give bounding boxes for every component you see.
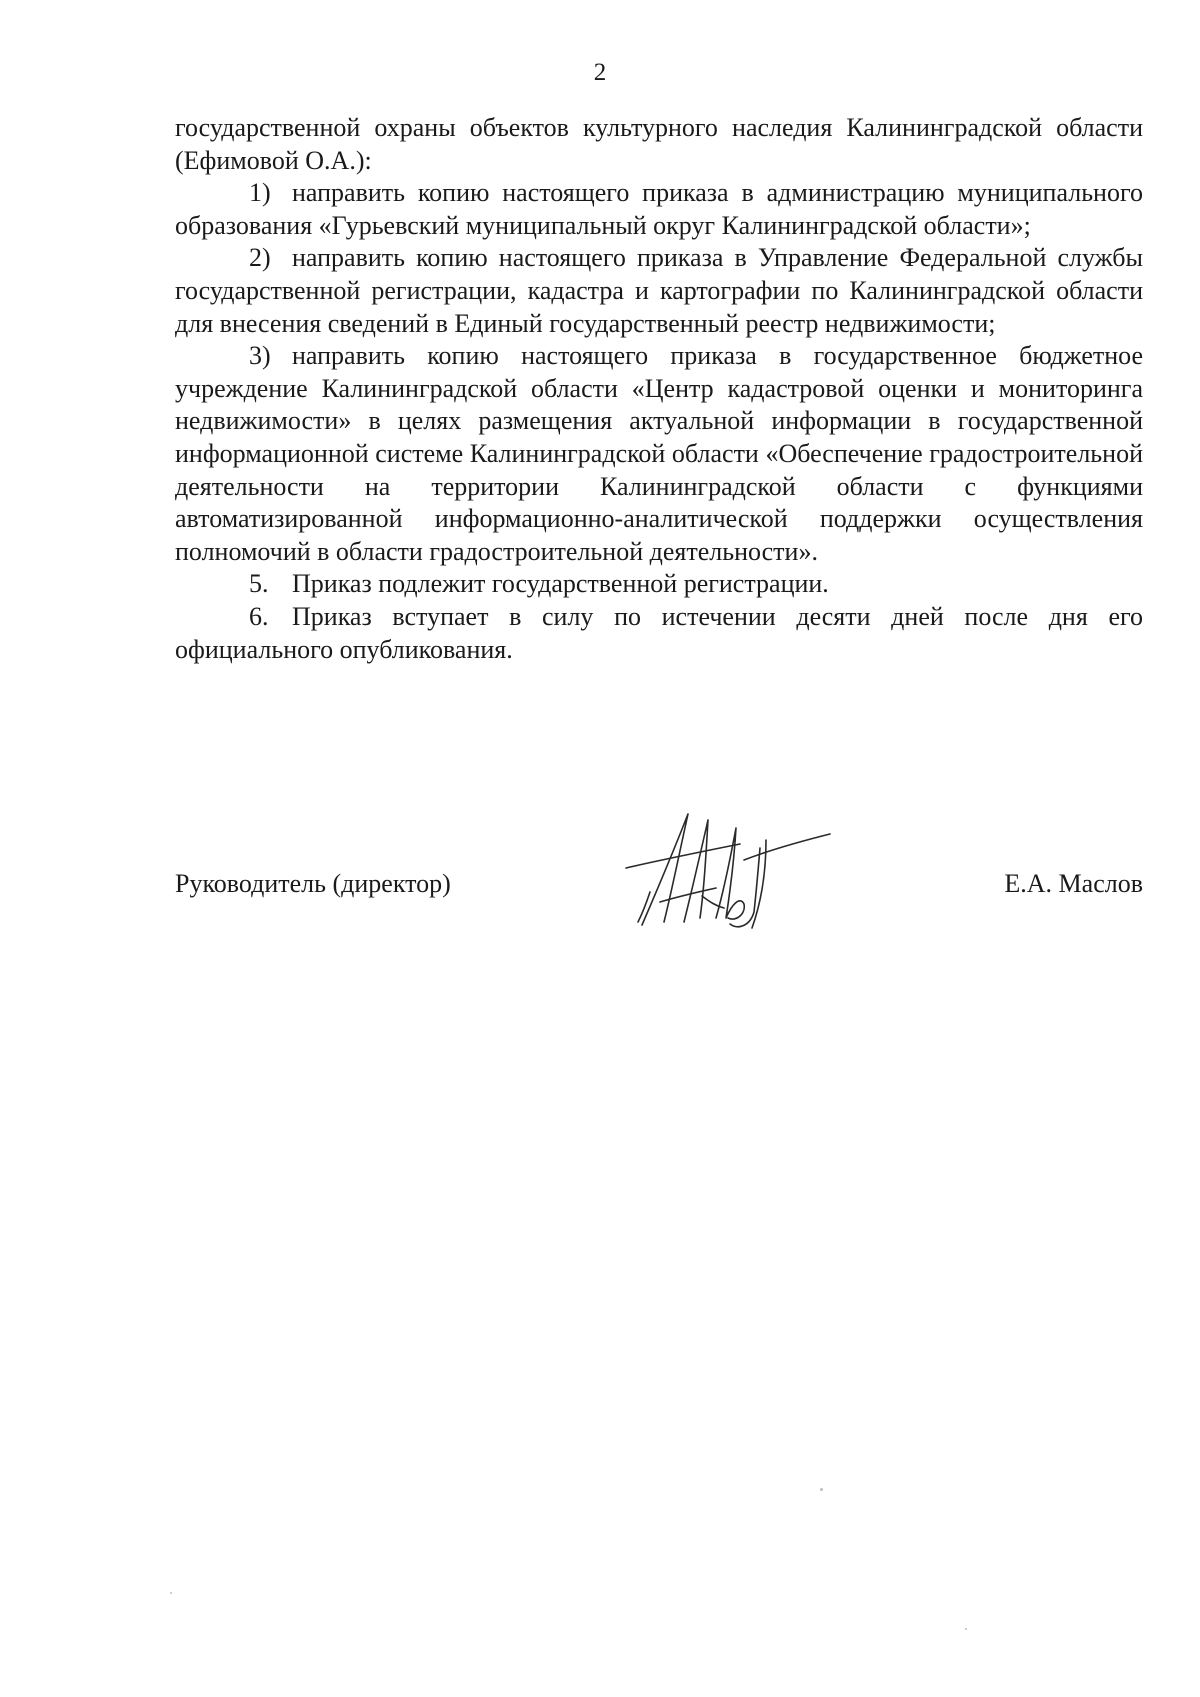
document-body xyxy=(175,112,1143,666)
scan-speck xyxy=(965,1628,967,1630)
signer-title: Руководитель (директор) xyxy=(175,869,451,898)
page-number: 2 xyxy=(593,59,607,86)
clause-number: 5. xyxy=(249,569,269,599)
list-item-1 xyxy=(175,177,1143,242)
handwritten-signature xyxy=(620,800,850,935)
list-item-3 xyxy=(175,340,1143,568)
signer-name: Е.А. Маслов xyxy=(1004,869,1143,898)
list-number: 2) xyxy=(249,243,271,273)
list-item-2 xyxy=(175,242,1143,340)
list-item-text: направить копию настоящего приказа в государственное бюджетное учреждение Калининградской области «Центр кадастровой оценки и мониторинга недвижимости» в целях размещения актуальной информации в государственной информационной системе Калининградской области «Обеспечение градостроительной деятельности на территории Калининградской области с функциями автоматизированной информационно-аналитической поддержки осуществления полномочий в области градостроительной деятельности». xyxy=(175,341,1143,566)
clause-6 xyxy=(175,601,1143,666)
clause-number: 6. xyxy=(249,601,269,631)
list-item-text: направить копию настоящего приказа в администрацию муниципального образования «Гурьевский муниципальный округ Калининградской области»; xyxy=(175,178,1143,240)
paragraph-intro xyxy=(175,112,1143,177)
scan-speck xyxy=(820,1488,823,1491)
clause-text: Приказ подлежит государственной регистрации. xyxy=(292,569,829,599)
list-number: 1) xyxy=(249,178,271,208)
list-number: 3) xyxy=(249,341,271,371)
list-item-text: направить копию настоящего приказа в Управление Федеральной службы государственной регистрации, кадастра и картографии по Калининградской области для внесения сведений в Единый государственный реестр недвижимости; xyxy=(175,243,1143,338)
paragraph-text: государственной охраны объектов культурного наследия Калининградской области (Ефимовой О.А.): xyxy=(175,113,1143,175)
clause-5 xyxy=(175,568,1143,601)
clause-text: Приказ вступает в силу по истечении десяти дней после дня его официального опубликования. xyxy=(175,601,1143,664)
scan-speck xyxy=(170,1592,172,1594)
